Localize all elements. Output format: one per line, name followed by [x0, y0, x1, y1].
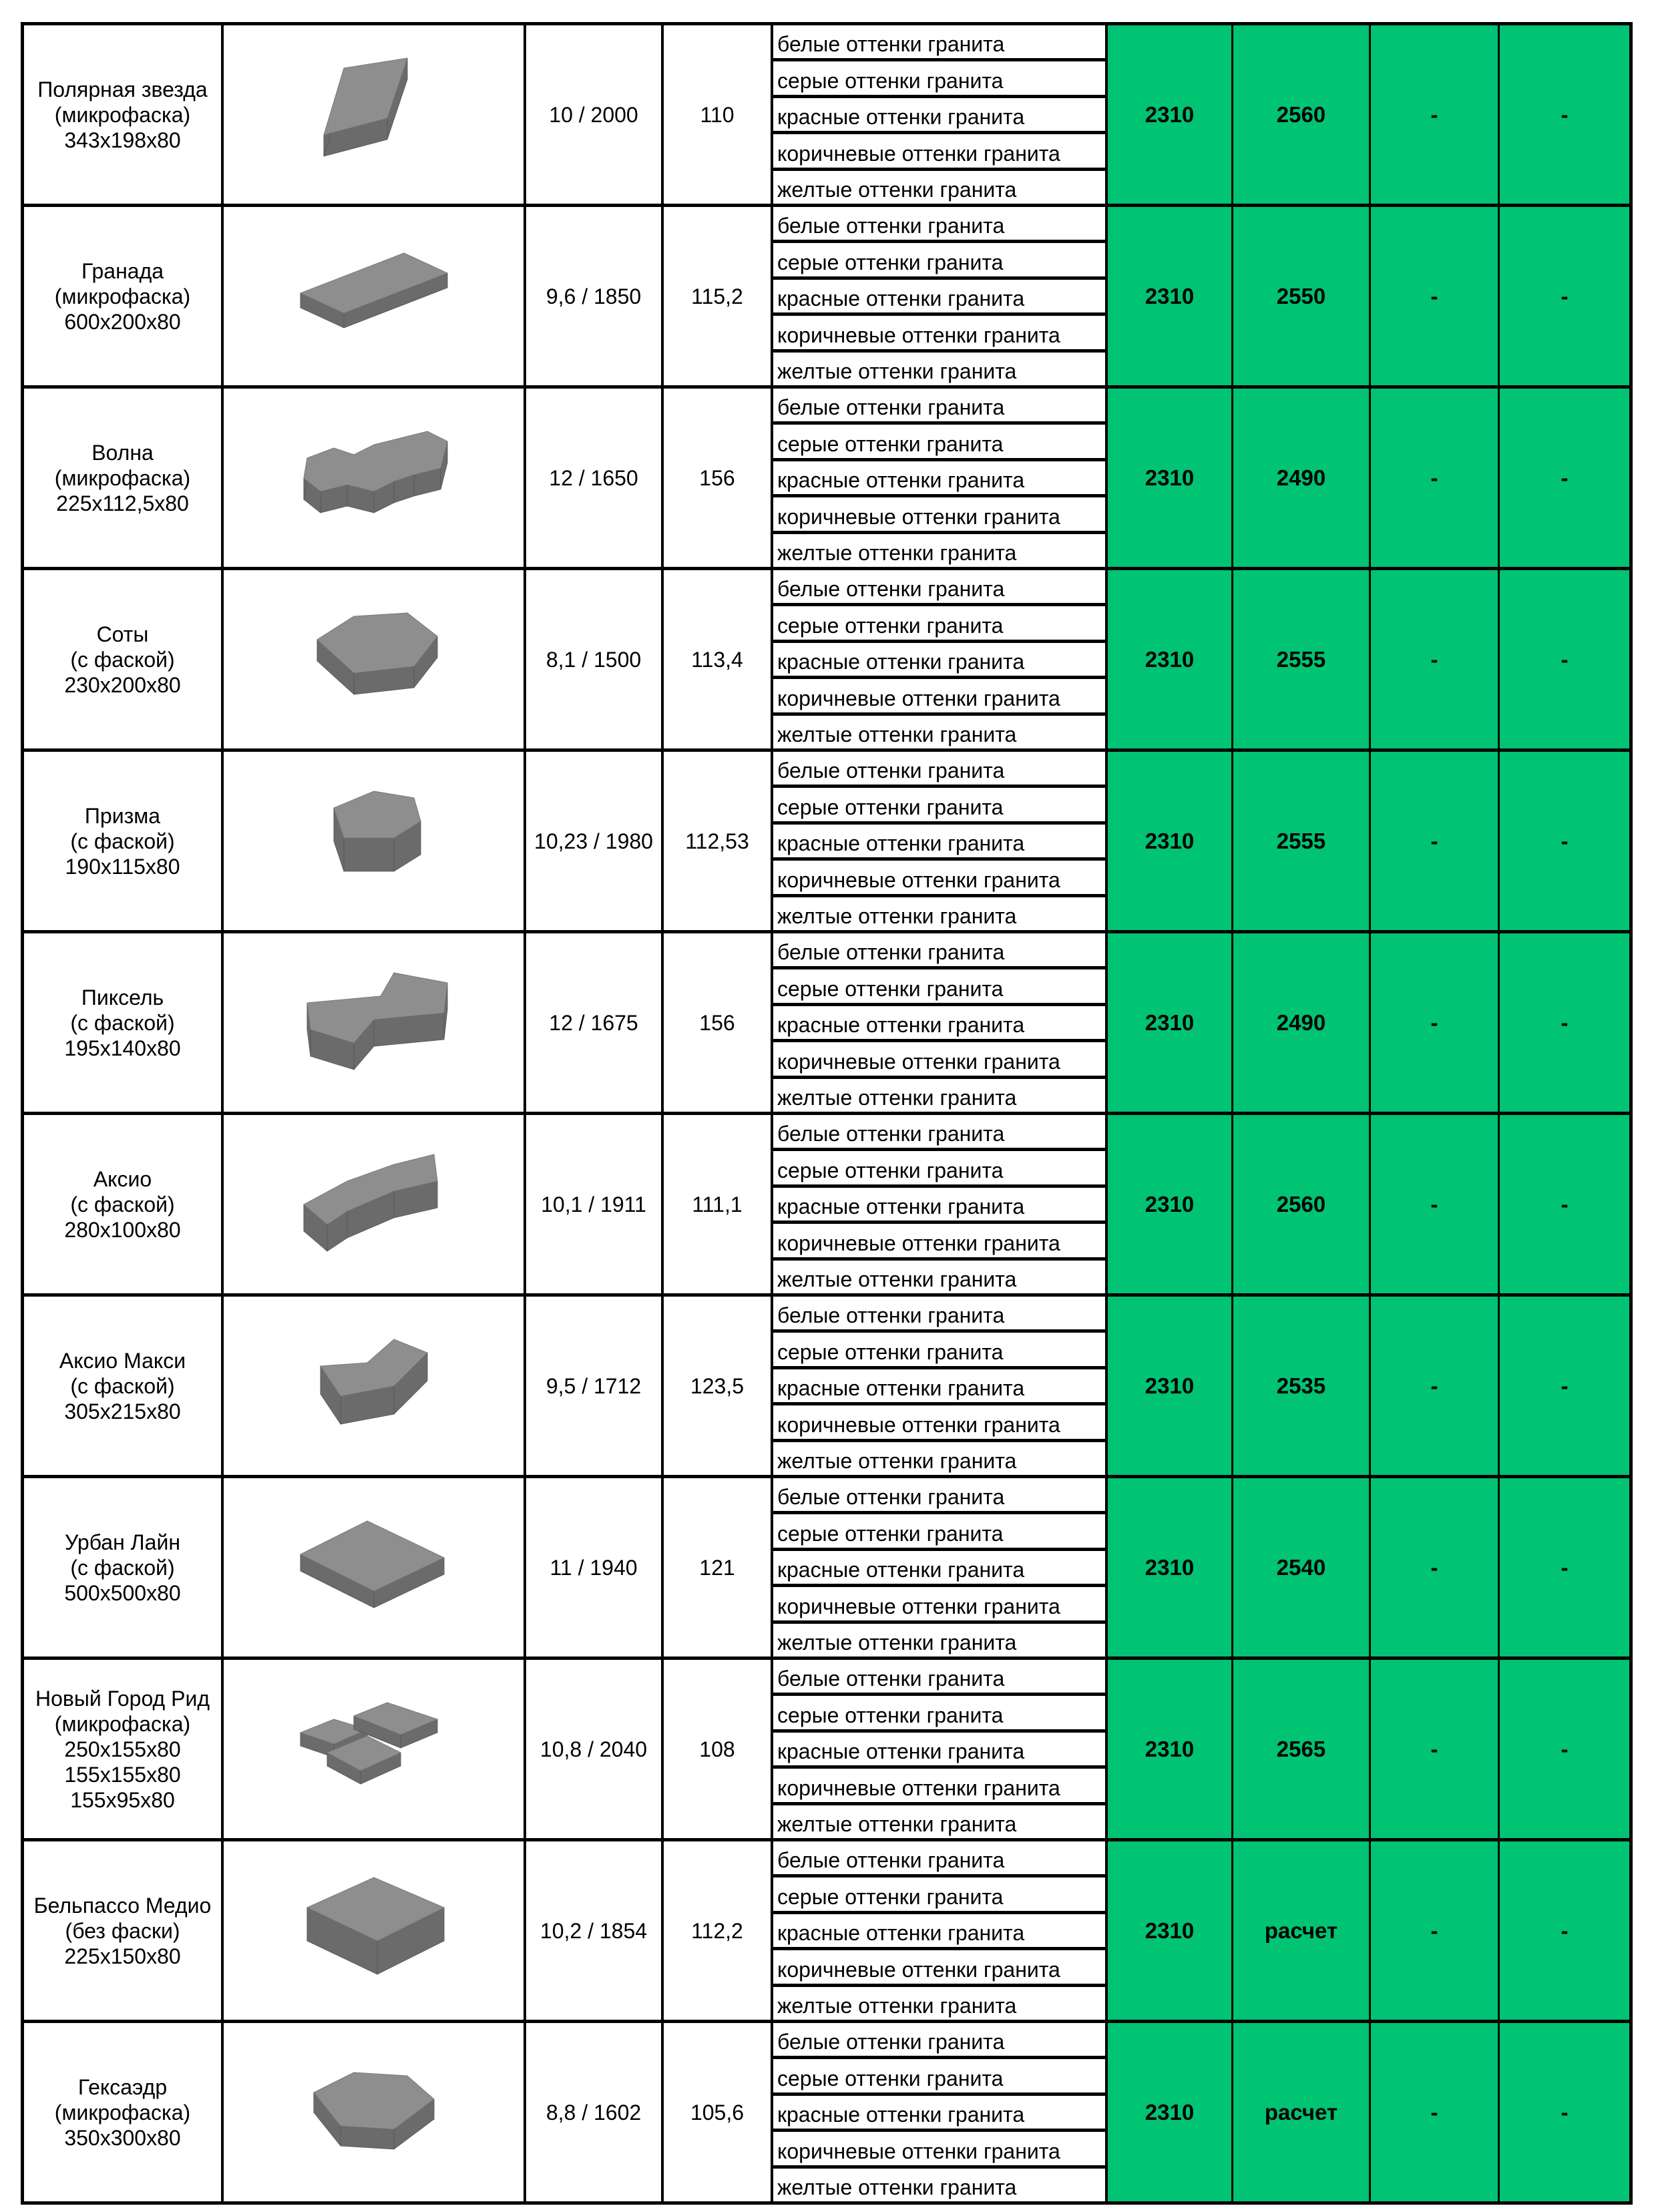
color-option: серые оттенки гранита [773, 243, 1105, 279]
color-option: красные оттенки гранита [773, 825, 1105, 861]
product-name [24, 570, 224, 748]
price-p1: 2310 [1108, 2023, 1233, 2201]
color-list [773, 1115, 1108, 1293]
product-name-line: Призма [84, 803, 161, 828]
color-option: белые оттенки гранита [773, 1660, 1105, 1696]
price-p3: - [1371, 389, 1500, 567]
table-row [24, 25, 1629, 207]
rectangle-block-paver-image [224, 1841, 526, 2020]
color-option: желтые оттенки гранита [777, 178, 1017, 202]
color-list [773, 2023, 1108, 2201]
color-option: коричневые оттенки гранита [773, 1769, 1105, 1805]
prism-paver-image [224, 752, 526, 930]
weight-cell: 111,1 [664, 1115, 773, 1293]
quantity-cell: 10,2 / 1854 [526, 1841, 664, 2020]
product-name-line: Соты [96, 622, 149, 646]
color-option: желтые оттенки гранита [777, 1630, 1017, 1655]
new-city-set-paver-image [224, 1660, 526, 1838]
quantity-cell: 10 / 2000 [526, 25, 664, 204]
product-name-line: Новый Город Рид [35, 1686, 210, 1711]
color-option: коричневые оттенки гранита [773, 1587, 1105, 1623]
product-name-line: 225x150x80 [64, 1944, 181, 1968]
price-p4: - [1500, 1478, 1629, 1656]
price-p4: - [1500, 1297, 1629, 1475]
product-name [24, 25, 224, 204]
color-option: серые оттенки гранита [773, 2059, 1105, 2095]
price-p3: - [1371, 1478, 1500, 1656]
quantity-cell: 12 / 1650 [526, 389, 664, 567]
color-option: красные оттенки гранита [773, 1551, 1105, 1587]
price-p1: 2310 [1108, 389, 1233, 567]
price-p3: - [1371, 207, 1500, 385]
color-option: красные оттенки гранита [773, 461, 1105, 497]
color-option: красные оттенки гранита [773, 643, 1105, 679]
product-name-line: Аксио Макси [59, 1348, 186, 1373]
price-p4: - [1500, 752, 1629, 930]
weight-cell: 123,5 [664, 1297, 773, 1475]
table-row [24, 933, 1629, 1115]
color-option: белые оттенки гранита [773, 933, 1105, 969]
product-name [24, 1478, 224, 1656]
price-p3: - [1371, 1660, 1500, 1838]
product-name-line: (с фаской) [70, 1373, 175, 1398]
price-p2: расчет [1233, 2023, 1371, 2201]
color-option: коричневые оттенки гранита [773, 1042, 1105, 1078]
color-option: красные оттенки гранита [773, 1006, 1105, 1042]
color-option: белые оттенки гранита [773, 570, 1105, 606]
color-list [773, 1297, 1108, 1475]
weight-cell: 105,6 [664, 2023, 773, 2201]
color-option: коричневые оттенки гранита [773, 1405, 1105, 1442]
price-p2: 2555 [1233, 570, 1371, 748]
price-p1: 2310 [1108, 570, 1233, 748]
product-name [24, 389, 224, 567]
table-row [24, 752, 1629, 933]
price-p4: - [1500, 2023, 1629, 2201]
table-row [24, 2023, 1629, 2201]
axio-paver-image [224, 1115, 526, 1293]
product-name [24, 1115, 224, 1293]
price-p1: 2310 [1108, 1660, 1233, 1838]
color-option: серые оттенки гранита [773, 606, 1105, 642]
color-option: коричневые оттенки гранита [773, 861, 1105, 897]
price-p4: - [1500, 207, 1629, 385]
product-name-line: 155x155x80 [64, 1762, 181, 1787]
price-p2: расчет [1233, 1841, 1371, 2020]
product-name-line: Гексаэдр [77, 2074, 168, 2099]
table-row [24, 1478, 1629, 1660]
product-name-line: (с фаской) [70, 1192, 175, 1216]
price-p2: 2550 [1233, 207, 1371, 385]
table-row [24, 1841, 1629, 2023]
color-option: желтые оттенки гранита [777, 1449, 1017, 1474]
color-option: желтые оттенки гранита [777, 904, 1017, 929]
product-name-line: 350x300x80 [64, 2125, 181, 2150]
product-name-line: (с фаской) [70, 647, 175, 672]
color-option: белые оттенки гранита [773, 207, 1105, 243]
price-p3: - [1371, 1841, 1500, 2020]
color-list [773, 570, 1108, 748]
price-p1: 2310 [1108, 933, 1233, 1112]
color-list [773, 1841, 1108, 2020]
price-p3: - [1371, 25, 1500, 204]
color-option: красные оттенки гранита [773, 98, 1105, 134]
product-name-line: 230x200x80 [64, 672, 181, 697]
color-option: белые оттенки гранита [773, 1478, 1105, 1514]
long-slab-paver-image [224, 207, 526, 385]
weight-cell: 156 [664, 389, 773, 567]
wave-paver-image [224, 389, 526, 567]
quantity-cell: 8,1 / 1500 [526, 570, 664, 748]
product-name-line: (микрофаска) [54, 2100, 191, 2125]
color-option: серые оттенки гранита [773, 1514, 1105, 1550]
weight-cell: 121 [664, 1478, 773, 1656]
product-name-line: (микрофаска) [54, 465, 191, 490]
price-p1: 2310 [1108, 25, 1233, 204]
price-p4: - [1500, 1660, 1629, 1838]
price-p2: 2555 [1233, 752, 1371, 930]
product-name [24, 1297, 224, 1475]
product-name-line: Пиксель [81, 985, 164, 1010]
color-option: желтые оттенки гранита [777, 1267, 1017, 1292]
color-option: серые оттенки гранита [773, 1151, 1105, 1187]
price-p1: 2310 [1108, 207, 1233, 385]
product-name [24, 933, 224, 1112]
color-option: серые оттенки гранита [773, 788, 1105, 824]
price-p1: 2310 [1108, 752, 1233, 930]
product-name [24, 1841, 224, 2020]
color-option: белые оттенки гранита [773, 2023, 1105, 2059]
color-option: коричневые оттенки гранита [773, 1950, 1105, 1986]
product-name-line: 343x198x80 [64, 128, 181, 152]
product-name-line: 305x215x80 [64, 1399, 181, 1423]
color-option: желтые оттенки гранита [777, 722, 1017, 747]
big-hexagon-paver-image [224, 2023, 526, 2201]
color-option: коричневые оттенки гранита [773, 497, 1105, 533]
price-p1: 2310 [1108, 1115, 1233, 1293]
price-p3: - [1371, 1115, 1500, 1293]
product-name-line: 190x115x80 [65, 854, 180, 879]
product-name-line: 280x100x80 [64, 1217, 181, 1242]
product-name-line: (с фаской) [70, 1010, 175, 1035]
product-name-line: 225x112,5x80 [56, 491, 189, 515]
product-name [24, 1660, 224, 1838]
quantity-cell: 10,8 / 2040 [526, 1660, 664, 1838]
color-option: красные оттенки гранита [773, 2096, 1105, 2132]
weight-cell: 112,2 [664, 1841, 773, 2020]
table-row [24, 570, 1629, 752]
quantity-cell: 8,8 / 1602 [526, 2023, 664, 2201]
color-option: желтые оттенки гранита [777, 1812, 1017, 1837]
color-option: белые оттенки гранита [773, 1115, 1105, 1151]
table-row [24, 389, 1629, 570]
color-option: серые оттенки гранита [773, 425, 1105, 461]
price-p1: 2310 [1108, 1478, 1233, 1656]
color-list [773, 1660, 1108, 1838]
weight-cell: 113,4 [664, 570, 773, 748]
weight-cell: 156 [664, 933, 773, 1112]
color-option: белые оттенки гранита [773, 389, 1105, 425]
price-p3: - [1371, 1297, 1500, 1475]
color-list [773, 25, 1108, 204]
product-name-line: 195x140x80 [64, 1036, 181, 1060]
color-option: серые оттенки гранита [773, 1877, 1105, 1914]
price-p4: - [1500, 25, 1629, 204]
product-name-line: (микрофаска) [54, 1711, 191, 1736]
weight-cell: 108 [664, 1660, 773, 1838]
quantity-cell: 9,5 / 1712 [526, 1297, 664, 1475]
price-table [21, 22, 1633, 2205]
product-name-line: (без фаски) [65, 1918, 180, 1943]
color-option: красные оттенки гранита [773, 1369, 1105, 1405]
table-row [24, 1660, 1629, 1841]
color-option: серые оттенки гранита [773, 61, 1105, 97]
product-name [24, 207, 224, 385]
price-p3: - [1371, 2023, 1500, 2201]
product-name-line: Урбан Лайн [65, 1530, 180, 1554]
price-p1: 2310 [1108, 1841, 1233, 2020]
price-p4: - [1500, 1115, 1629, 1293]
hexagon-paver-image [224, 570, 526, 748]
color-option: белые оттенки гранита [773, 752, 1105, 788]
product-name-line: Аксио [93, 1166, 152, 1191]
color-option: белые оттенки гранита [773, 1841, 1105, 1877]
price-p4: - [1500, 570, 1629, 748]
weight-cell: 110 [664, 25, 773, 204]
product-name-line: (микрофаска) [54, 284, 191, 308]
quantity-cell: 9,6 / 1850 [526, 207, 664, 385]
color-option: желтые оттенки гранита [777, 1994, 1017, 2018]
product-name-line: Бельпассо Медио [33, 1893, 212, 1918]
color-option: желтые оттенки гранита [777, 359, 1017, 384]
color-list [773, 389, 1108, 567]
color-option: коричневые оттенки гранита [773, 2132, 1105, 2168]
color-option: серые оттенки гранита [773, 969, 1105, 1006]
color-option: красные оттенки гранита [773, 1188, 1105, 1224]
color-option: коричневые оттенки гранита [773, 134, 1105, 170]
product-name-line: 155x95x80 [70, 1787, 175, 1812]
pixel-paver-image [224, 933, 526, 1112]
price-p1: 2310 [1108, 1297, 1233, 1475]
product-name-line: 600x200x80 [64, 309, 181, 334]
color-option: серые оттенки гранита [773, 1696, 1105, 1732]
price-p3: - [1371, 570, 1500, 748]
color-option: желтые оттенки гранита [777, 1086, 1017, 1110]
table-row [24, 1297, 1629, 1478]
color-option: коричневые оттенки гранита [773, 316, 1105, 352]
color-list [773, 207, 1108, 385]
price-p4: - [1500, 1841, 1629, 2020]
quantity-cell: 12 / 1675 [526, 933, 664, 1112]
color-list [773, 1478, 1108, 1656]
color-list [773, 752, 1108, 930]
price-p4: - [1500, 389, 1629, 567]
color-option: белые оттенки гранита [773, 1297, 1105, 1333]
quantity-cell: 10,1 / 1911 [526, 1115, 664, 1293]
color-list [773, 933, 1108, 1112]
color-option: желтые оттенки гранита [777, 2175, 1017, 2200]
price-p2: 2560 [1233, 25, 1371, 204]
product-name-line: (микрофаска) [54, 102, 191, 127]
color-option: серые оттенки гранита [773, 1333, 1105, 1369]
axio-maxi-paver-image [224, 1297, 526, 1475]
price-p2: 2535 [1233, 1297, 1371, 1475]
quantity-cell: 11 / 1940 [526, 1478, 664, 1656]
price-p2: 2540 [1233, 1478, 1371, 1656]
product-name-line: 500x500x80 [64, 1580, 181, 1605]
rhombus-paver-image [224, 25, 526, 204]
product-name-line: (с фаской) [70, 1555, 175, 1580]
product-name [24, 752, 224, 930]
price-p2: 2560 [1233, 1115, 1371, 1293]
product-name-line: (с фаской) [70, 829, 175, 853]
weight-cell: 112,53 [664, 752, 773, 930]
price-p3: - [1371, 752, 1500, 930]
color-option: желтые оттенки гранита [777, 541, 1017, 566]
product-name-line: Волна [91, 440, 154, 465]
product-name-line: Гранада [81, 258, 164, 283]
table-row [24, 1115, 1629, 1297]
color-option: коричневые оттенки гранита [773, 679, 1105, 715]
table-row [24, 207, 1629, 389]
product-name-line: 250x155x80 [64, 1737, 181, 1761]
color-option: коричневые оттенки гранита [773, 1224, 1105, 1260]
color-option: красные оттенки гранита [773, 1733, 1105, 1769]
square-slab-paver-image [224, 1478, 526, 1656]
color-option: красные оттенки гранита [773, 280, 1105, 316]
price-p4: - [1500, 933, 1629, 1112]
price-p2: 2565 [1233, 1660, 1371, 1838]
color-option: белые оттенки гранита [773, 25, 1105, 61]
price-p3: - [1371, 933, 1500, 1112]
color-option: красные оттенки гранита [773, 1914, 1105, 1950]
product-name [24, 2023, 224, 2201]
price-p2: 2490 [1233, 389, 1371, 567]
quantity-cell: 10,23 / 1980 [526, 752, 664, 930]
weight-cell: 115,2 [664, 207, 773, 385]
price-p2: 2490 [1233, 933, 1371, 1112]
product-name-line: Полярная звезда [37, 77, 208, 101]
